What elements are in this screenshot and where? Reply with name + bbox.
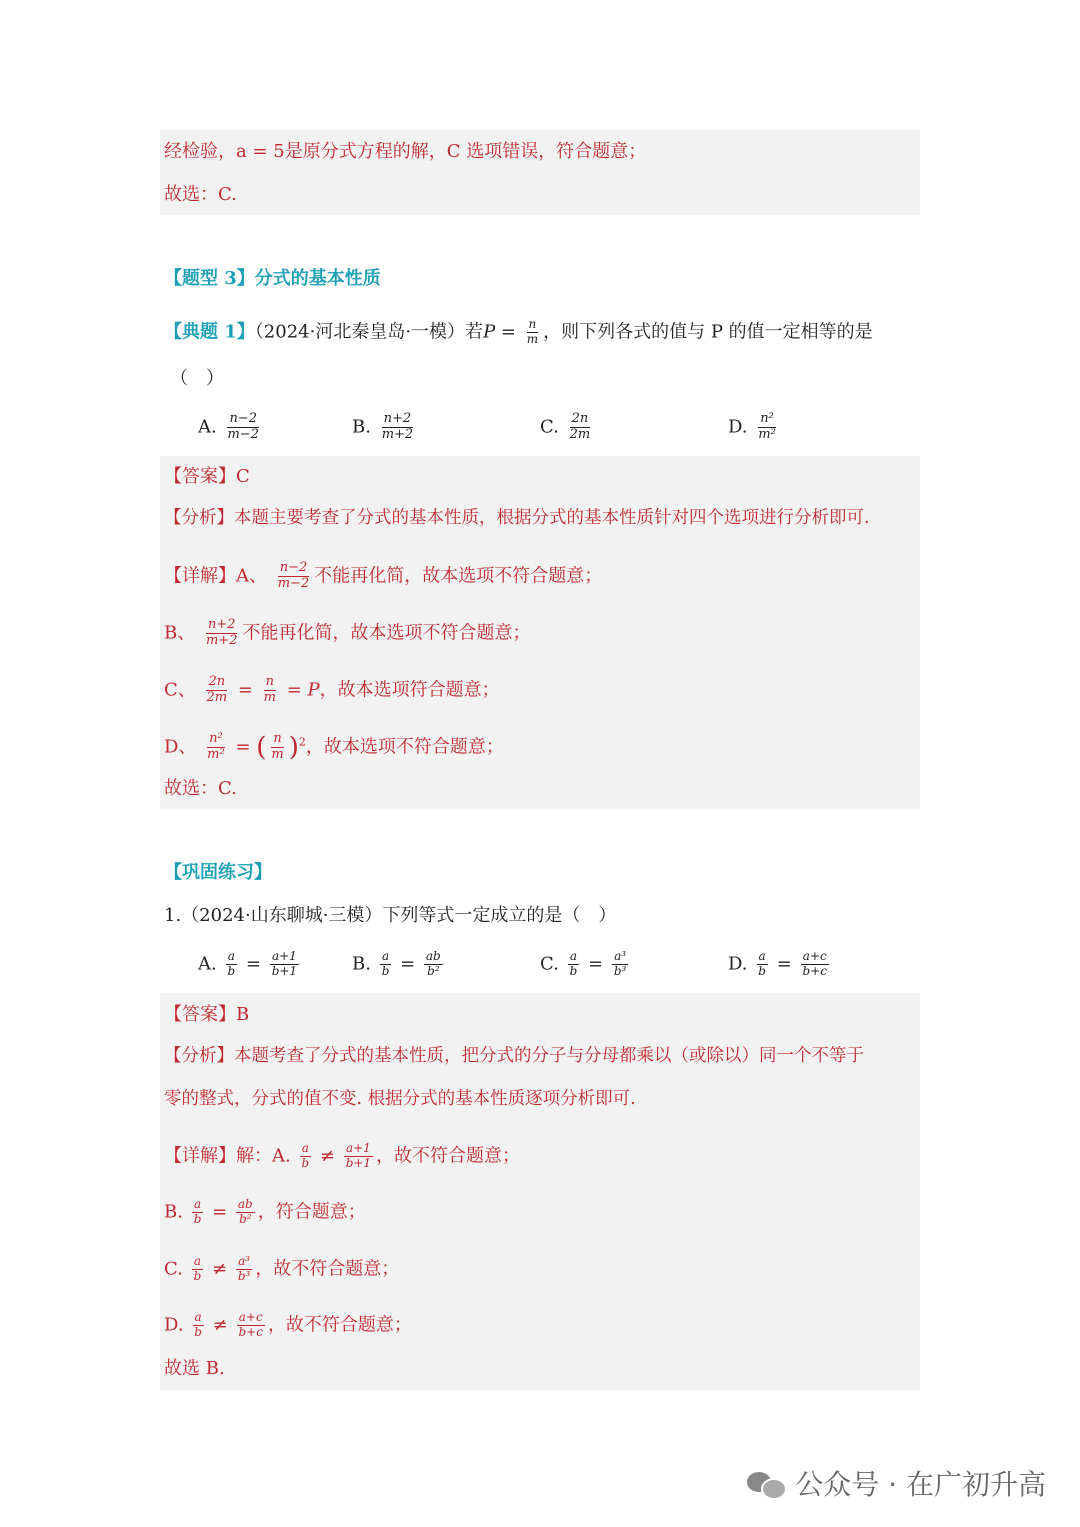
- q1-answer: 【答案】C: [164, 466, 250, 487]
- q1-detail-c: C、 $\frac{2n}{2m}$ = $\frac{n}{m}$ = P，故本选项符合题意；: [164, 674, 500, 705]
- p1-detail-b: B. $\frac{a}{b}$ = $\frac{ab}{\text{b²}}$ ，符合题意；: [164, 1197, 366, 1226]
- question-1-stem: 【典题 1】（2024·河北秦皇岛·一模）若P = $\frac{n}{m}$ ，则下列各式的值与 P 的值一定相等的是: [164, 317, 873, 346]
- p1-option-a[interactable]: A. $\frac{a}{b}$ = $\frac{a+1}{b+1}$: [198, 949, 298, 978]
- practice-title: 【巩固练习】: [164, 862, 272, 883]
- wechat-icon: [747, 1468, 785, 1498]
- q1-option-b[interactable]: B. $\frac{n+2}{m+2}$: [352, 411, 414, 442]
- question-1-paren: （ ）: [170, 368, 224, 389]
- p1-detail-a: 【详解】解：A. $\frac{a}{b}$ ≠ $\frac{a+1}{b+1}$ ，故不符合题意；: [164, 1141, 521, 1170]
- p1-analysis-2: 零的整式，分式的值不变. 根据分式的基本性质逐项分析即可.: [164, 1089, 636, 1109]
- p1-detail-c: C. $\frac{a}{b}$ ≠ $\frac{\text{a³}}{\text{b³}}$ ，故不符合题意；: [164, 1254, 400, 1283]
- conclusion-line-1: 故选：C.: [164, 184, 237, 205]
- p1-option-c[interactable]: C. $\frac{a}{b}$ = $\frac{\text{a³}}{\text{b³}}$: [540, 949, 627, 978]
- p1-option-d[interactable]: D. $\frac{a}{b}$ = $\frac{a+c}{b+c}$: [728, 949, 827, 978]
- section-title: 【题型 3】分式的基本性质: [164, 268, 381, 289]
- check-line: 经检验，a = 5是原分式方程的解，C 选项错误，符合题意；: [164, 141, 647, 162]
- watermark: 公众号 · 在广初升高: [747, 1463, 1046, 1503]
- q1-detail-b: B、 $\frac{n+2}{m+2}$ 不能再化简，故本选项不符合题意；: [164, 617, 531, 648]
- practice-stem: 1.（2024·山东聊城·三模）下列等式一定成立的是（ ）: [164, 905, 617, 926]
- q1-detail-d: D、 $\frac{\text{n²}}{\text{m²}}$ = ( $\frac{n}{m}$ )$^2$，故本选项不符合题意；: [164, 731, 504, 763]
- p1-conclusion: 故选 B.: [164, 1358, 225, 1379]
- p1-answer: 【答案】B: [164, 1004, 250, 1025]
- p1-detail-d: D. $\frac{a}{b}$ ≠ $\frac{a+c}{b+c}$ ，故不符合题意；: [164, 1310, 412, 1339]
- q1-option-c[interactable]: C. $\frac{2n}{2m}$: [540, 411, 591, 442]
- q1-option-d[interactable]: D. $\frac{\text{n²}}{\text{m²}}$: [728, 411, 776, 442]
- q1-option-a[interactable]: A. $\frac{n-2}{m-2}$: [198, 411, 259, 442]
- q1-detail-a: 【详解】A、 $\frac{n-2}{m-2}$ 不能再化简，故本选项不符合题意；: [164, 560, 603, 591]
- q1-conclusion: 故选：C.: [164, 778, 237, 799]
- p1-option-b[interactable]: B. $\frac{a}{b}$ = $\frac{ab}{\text{b²}}$: [352, 949, 441, 978]
- q1-analysis: 【分析】本题主要考查了分式的基本性质，根据分式的基本性质针对四个选项进行分析即可.: [164, 508, 870, 528]
- p-fraction: $\frac{n}{m}$: [526, 317, 539, 346]
- p1-analysis-1: 【分析】本题考查了分式的基本性质，把分式的分子与分母都乘以（或除以）同一个不等于: [164, 1046, 864, 1066]
